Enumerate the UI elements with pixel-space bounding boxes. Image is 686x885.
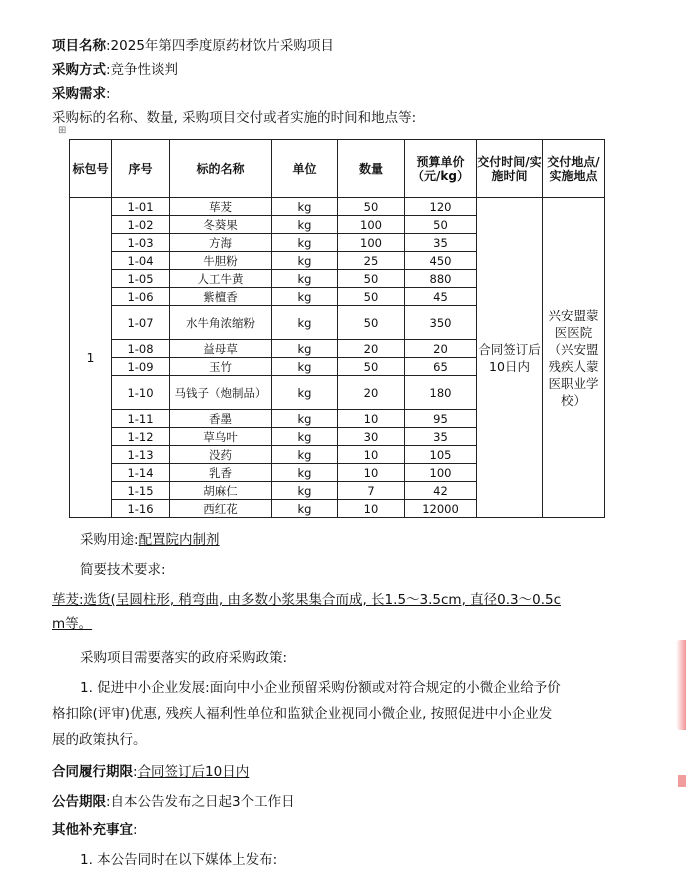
purpose-line — [80, 530, 220, 550]
row-item-name: 水牛角浓缩粉 — [170, 306, 272, 340]
row-quantity: 10 — [338, 500, 405, 518]
other-item-1: 1. 本公告同时在以下媒体上发布: — [80, 852, 278, 868]
table-header-row — [70, 140, 605, 198]
row-price: 120 — [405, 198, 477, 216]
header-budget-price: 预算单价（元/kg） — [405, 140, 477, 198]
row-item-name: 益母草 — [170, 340, 272, 358]
row-quantity: 50 — [338, 358, 405, 376]
row-unit: kg — [272, 500, 338, 518]
row-item-name: 方海 — [170, 234, 272, 252]
row-quantity: 30 — [338, 428, 405, 446]
row-item-name: 紫檀香 — [170, 288, 272, 306]
row-unit: kg — [272, 428, 338, 446]
row-item-name: 胡麻仁 — [170, 482, 272, 500]
row-unit: kg — [272, 464, 338, 482]
row-unit: kg — [272, 288, 338, 306]
row-serial: 1-01 — [112, 198, 170, 216]
notice-period-line — [52, 792, 295, 812]
header-delivery-place: 交付地点/实施地点 — [543, 140, 605, 198]
row-quantity: 10 — [338, 410, 405, 428]
row-quantity: 10 — [338, 464, 405, 482]
row-serial: 1-08 — [112, 340, 170, 358]
purpose-label: 采购用途: — [80, 532, 139, 548]
row-serial: 1-09 — [112, 358, 170, 376]
delivery-place-cell: 兴安盟蒙医医院（兴安盟残疾人蒙医职业学校） — [543, 198, 605, 518]
header-package: 标包号 — [70, 140, 112, 198]
procurement-table — [69, 139, 605, 518]
notice-period-label: 公告期限 — [52, 794, 106, 810]
row-price: 880 — [405, 270, 477, 288]
row-item-name: 草乌叶 — [170, 428, 272, 446]
row-serial: 1-14 — [112, 464, 170, 482]
procurement-need-line — [52, 84, 111, 104]
row-serial: 1-13 — [112, 446, 170, 464]
row-item-name: 西红花 — [170, 500, 272, 518]
header-unit: 单位 — [272, 140, 338, 198]
row-unit: kg — [272, 410, 338, 428]
other-matters-line — [52, 820, 138, 840]
contract-period-line — [52, 762, 249, 782]
row-serial: 1-15 — [112, 482, 170, 500]
delivery-time-cell: 合同签订后10日内 — [477, 198, 543, 518]
tech-title: 简要技术要求: — [80, 562, 166, 578]
row-price: 180 — [405, 376, 477, 410]
row-unit: kg — [272, 252, 338, 270]
project-name-value: :2025年第四季度原药材饮片采购项目 — [106, 38, 334, 54]
tech-line-1: 荜茇:选货(呈圆柱形, 稍弯曲, 由多数小浆果集合而成, 长1.5～3.5cm, 直径0.3～0.5c — [52, 592, 562, 608]
row-price: 50 — [405, 216, 477, 234]
other-matters-colon: : — [133, 822, 138, 838]
row-quantity: 100 — [338, 234, 405, 252]
tech-line-2: m等。 — [52, 616, 93, 632]
row-item-name: 牛胆粉 — [170, 252, 272, 270]
policy-line-2: 格扣除(评审)优惠, 残疾人福利性单位和监狱企业视同小微企业, 按照促进中小企业发 — [52, 706, 553, 722]
table-anchor-icon: ⊞ — [58, 125, 67, 136]
row-unit: kg — [272, 446, 338, 464]
row-price: 100 — [405, 464, 477, 482]
procurement-method-line — [52, 60, 178, 80]
row-price: 350 — [405, 306, 477, 340]
row-item-name: 人工牛黄 — [170, 270, 272, 288]
row-unit: kg — [272, 358, 338, 376]
row-price: 45 — [405, 288, 477, 306]
purpose-value: 配置院内制剂 — [138, 532, 220, 548]
row-quantity: 50 — [338, 270, 405, 288]
row-unit: kg — [272, 340, 338, 358]
row-quantity: 100 — [338, 216, 405, 234]
project-name-line — [52, 36, 334, 56]
notice-period-value: :自本公告发布之日起3个工作日 — [106, 794, 295, 810]
procurement-method-label: 采购方式 — [52, 62, 106, 78]
row-price: 35 — [405, 234, 477, 252]
header-serial: 序号 — [112, 140, 170, 198]
procurement-need-colon: : — [106, 86, 111, 102]
row-price: 95 — [405, 410, 477, 428]
contract-period-label: 合同履行期限 — [52, 764, 133, 780]
header-delivery-time: 交付时间/实施时间 — [477, 140, 543, 198]
project-name-label: 项目名称 — [52, 38, 106, 54]
row-serial: 1-11 — [112, 410, 170, 428]
row-item-name: 没药 — [170, 446, 272, 464]
row-quantity: 20 — [338, 340, 405, 358]
row-quantity: 20 — [338, 376, 405, 410]
row-price: 450 — [405, 252, 477, 270]
package-number: 1 — [70, 198, 112, 518]
row-item-name: 香墨 — [170, 410, 272, 428]
row-unit: kg — [272, 234, 338, 252]
policy-line-1: 1. 促进中小企业发展:面向中小企业预留采购份额或对符合规定的小微企业给予价 — [80, 680, 561, 696]
row-serial: 1-06 — [112, 288, 170, 306]
row-price: 12000 — [405, 500, 477, 518]
row-serial: 1-12 — [112, 428, 170, 446]
procurement-method-value: :竞争性谈判 — [106, 62, 179, 78]
row-quantity: 25 — [338, 252, 405, 270]
header-item-name: 标的名称 — [170, 140, 272, 198]
row-item-name: 马钱子（炮制品） — [170, 376, 272, 410]
row-quantity: 50 — [338, 198, 405, 216]
row-price: 42 — [405, 482, 477, 500]
row-price: 20 — [405, 340, 477, 358]
contract-period-value: 合同签订后10日内 — [137, 764, 250, 780]
row-serial: 1-10 — [112, 376, 170, 410]
red-seal-mark — [678, 775, 686, 787]
table-intro: 采购标的名称、数量, 采购项目交付或者实施的时间和地点等: — [52, 110, 417, 126]
procurement-need-label: 采购需求 — [52, 86, 106, 102]
row-unit: kg — [272, 306, 338, 340]
row-price: 65 — [405, 358, 477, 376]
row-unit: kg — [272, 376, 338, 410]
row-item-name: 玉竹 — [170, 358, 272, 376]
row-price: 105 — [405, 446, 477, 464]
other-matters-label: 其他补充事宜 — [52, 822, 133, 838]
row-serial: 1-16 — [112, 500, 170, 518]
row-unit: kg — [272, 482, 338, 500]
row-quantity: 50 — [338, 288, 405, 306]
contract-period-colon: : — [133, 764, 138, 780]
header-quantity: 数量 — [338, 140, 405, 198]
row-price: 35 — [405, 428, 477, 446]
policy-title: 采购项目需要落实的政府采购政策: — [80, 650, 288, 666]
row-item-name: 乳香 — [170, 464, 272, 482]
row-quantity: 7 — [338, 482, 405, 500]
row-serial: 1-03 — [112, 234, 170, 252]
row-serial: 1-02 — [112, 216, 170, 234]
row-unit: kg — [272, 198, 338, 216]
row-item-name: 荜茇 — [170, 198, 272, 216]
red-seal-fragment — [676, 640, 686, 730]
row-unit: kg — [272, 270, 338, 288]
row-serial: 1-05 — [112, 270, 170, 288]
table-row — [70, 198, 605, 216]
row-serial: 1-07 — [112, 306, 170, 340]
policy-line-3: 展的政策执行。 — [52, 732, 147, 748]
row-item-name: 冬葵果 — [170, 216, 272, 234]
row-unit: kg — [272, 216, 338, 234]
row-quantity: 50 — [338, 306, 405, 340]
row-serial: 1-04 — [112, 252, 170, 270]
row-quantity: 10 — [338, 446, 405, 464]
